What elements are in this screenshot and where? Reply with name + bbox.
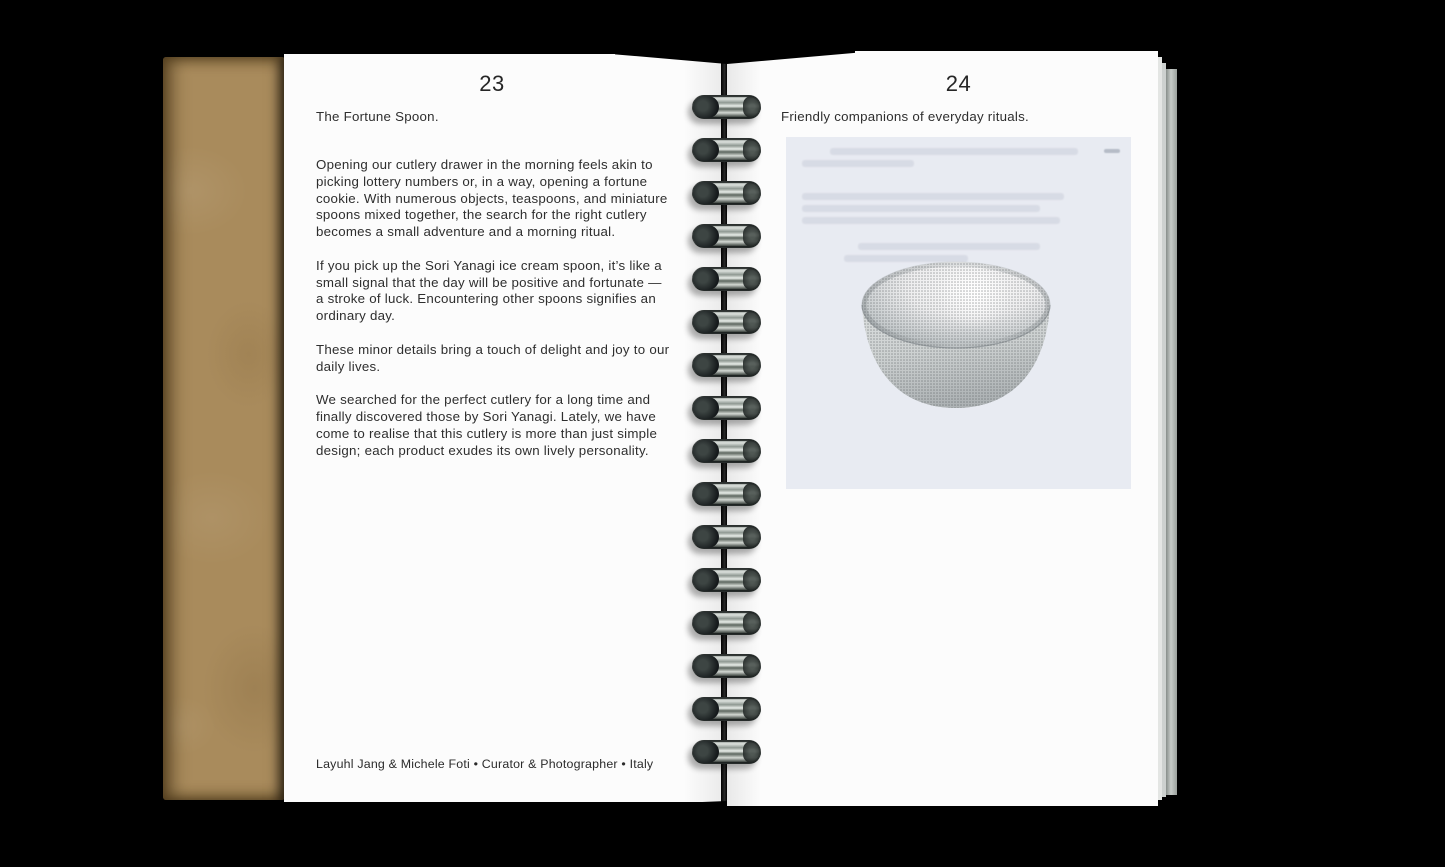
binding-ring <box>692 568 761 592</box>
right-page-number: 24 <box>945 71 972 96</box>
body-paragraph: Opening our cutlery drawer in the morning feels akin to picking lottery numbers or, in a way, opening a fortune cookie. With numerous objects, teaspoons, and miniature spoons mixed together, the search for the right cutlery becomes a small adventure and a morning ritual. <box>316 157 668 240</box>
body-paragraph: These minor details bring a touch of delight and joy to our daily lives. <box>316 341 670 374</box>
bowl-image <box>786 137 1131 489</box>
left-page-number: 23 <box>479 71 505 96</box>
body-paragraph: We searched for the perfect cutlery for a long time and finally discovered those by Sori Yanagi. Lately, we have come to realise that this cutlery is more than just simple design; each product exudes its own lively personality. <box>316 392 658 458</box>
body-paragraph: If you pick up the Sori Yanagi ice cream spoon, it’s like a small signal that the day will be positive and fortunate — a stroke of luck. Encountering other spoons signifies an ordinary day. <box>316 257 662 324</box>
binding-ring <box>692 482 761 506</box>
left-page-title: The Fortune Spoon. <box>316 109 439 124</box>
image-panel <box>786 137 1131 489</box>
right-page-caption: Friendly companions of everyday rituals. <box>781 109 1029 124</box>
binding-ring <box>692 654 761 678</box>
binding-ring <box>692 396 761 420</box>
gutter-shadow <box>721 57 727 804</box>
binding-ring <box>692 439 761 463</box>
binding-ring <box>692 138 761 162</box>
binding-ring <box>692 181 761 205</box>
binding-ring <box>692 525 761 549</box>
binding-ring <box>692 611 761 635</box>
binding-ring <box>692 95 761 119</box>
binding-ring <box>692 353 761 377</box>
binding-ring <box>692 310 761 334</box>
left-page <box>284 54 723 802</box>
binding-ring <box>692 697 761 721</box>
left-page-credit: Layuhl Jang & Michele Foti • Curator & Photographer • Italy <box>316 757 654 771</box>
kraft-back-cover <box>163 57 285 800</box>
left-page-body <box>316 157 672 476</box>
right-page <box>727 51 1158 806</box>
page-stack-block <box>1166 69 1177 795</box>
binding-ring <box>692 224 761 248</box>
binding-ring <box>692 740 761 764</box>
binding-ring <box>692 267 761 291</box>
